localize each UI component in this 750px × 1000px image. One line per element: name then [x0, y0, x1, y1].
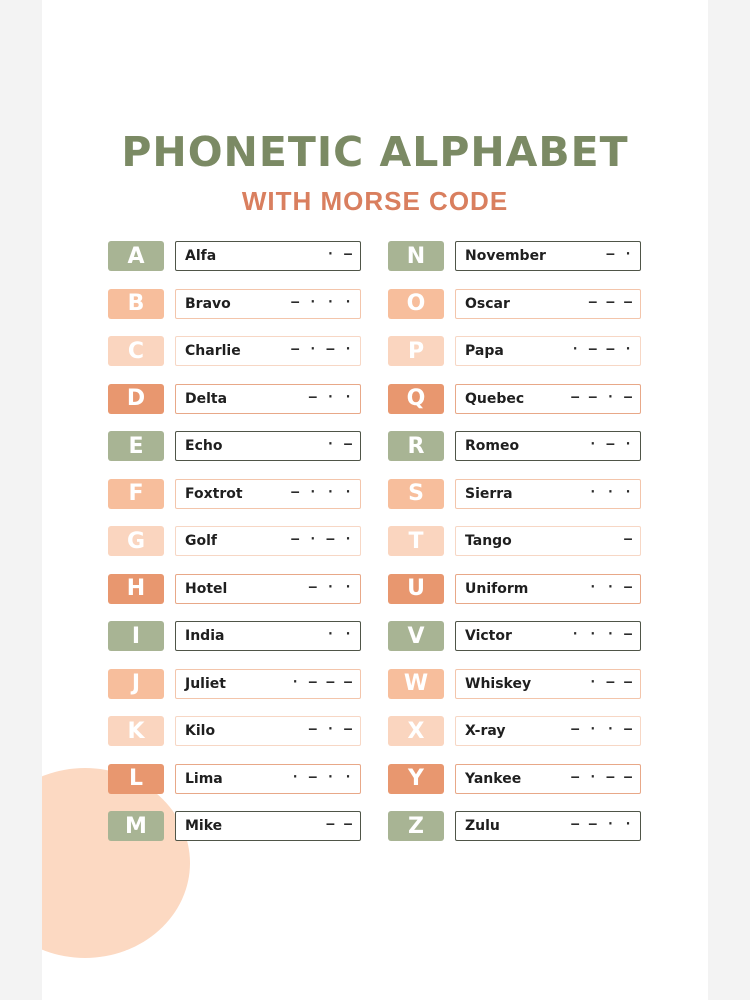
- letter-badge: K: [108, 716, 164, 746]
- alphabet-entry-k: [108, 715, 364, 763]
- morse-code: – – · –: [571, 389, 633, 405]
- morse-code: · – · ·: [291, 769, 353, 785]
- code-word: Oscar: [465, 295, 510, 312]
- word-box: [175, 526, 361, 556]
- word-box: [175, 479, 361, 509]
- letter-badge: P: [388, 336, 444, 366]
- morse-code: – · – –: [571, 769, 633, 785]
- morse-code: · – – ·: [571, 342, 633, 357]
- letter-badge: E: [108, 431, 164, 461]
- letter-badge: Z: [388, 811, 444, 841]
- letter-badge: X: [388, 716, 444, 746]
- alphabet-entry-o: [388, 288, 644, 336]
- word-box: [455, 241, 641, 271]
- alphabet-entry-l: [108, 763, 364, 811]
- letter-badge: Q: [388, 384, 444, 414]
- alphabet-entry-f: [108, 478, 364, 526]
- morse-code: – · ·: [308, 579, 353, 595]
- code-word: X-ray: [465, 723, 506, 739]
- letter-badge: H: [108, 574, 164, 604]
- poster: [42, 0, 708, 1000]
- morse-code: – – –: [588, 294, 633, 310]
- code-word: Papa: [465, 343, 504, 359]
- alphabet-entry-j: [108, 668, 364, 716]
- letter-badge: M: [108, 811, 164, 841]
- alphabet-entry-s: [388, 478, 644, 526]
- alphabet-entry-c: [108, 335, 364, 383]
- morse-code: –: [624, 532, 633, 547]
- morse-code: · · –: [588, 579, 633, 595]
- word-box: [455, 716, 641, 746]
- alphabet-entry-n: [388, 240, 644, 288]
- word-box: [455, 764, 641, 794]
- morse-code: – · · –: [571, 722, 633, 737]
- letter-badge: Y: [388, 764, 444, 794]
- code-word: November: [465, 248, 546, 264]
- code-word: Hotel: [185, 580, 228, 597]
- letter-badge: V: [388, 621, 444, 651]
- alphabet-entry-g: [108, 525, 364, 573]
- code-word: Kilo: [185, 723, 216, 739]
- morse-code: – ·: [606, 247, 633, 262]
- alphabet-entry-u: [388, 573, 644, 621]
- code-word: Zulu: [465, 818, 500, 834]
- word-box: [175, 621, 361, 651]
- word-box: [175, 289, 361, 319]
- page-title: PHONETIC ALPHABET: [121, 128, 629, 176]
- word-box: [455, 289, 641, 319]
- alphabet-entry-d: [108, 383, 364, 431]
- right-column: [388, 240, 644, 858]
- alphabet-entry-t: [388, 525, 644, 573]
- code-word: Whiskey: [465, 675, 532, 692]
- word-box: [455, 479, 641, 509]
- code-word: Lima: [185, 770, 223, 787]
- alphabet-entry-h: [108, 573, 364, 621]
- alphabet-entry-i: [108, 620, 364, 668]
- word-box: [175, 336, 361, 366]
- letter-badge: U: [388, 574, 444, 604]
- word-box: [175, 764, 361, 794]
- morse-code: – · ·: [308, 389, 353, 405]
- code-word: Mike: [185, 818, 223, 834]
- morse-code: – · – ·: [291, 532, 353, 547]
- alphabet-entry-e: [108, 430, 364, 478]
- code-word: Quebec: [465, 390, 525, 407]
- alphabet-entry-q: [388, 383, 644, 431]
- morse-code: · –: [326, 247, 353, 262]
- morse-code: – –: [326, 817, 353, 832]
- word-box: [455, 811, 641, 841]
- morse-code: · · ·: [588, 484, 633, 500]
- letter-badge: O: [388, 289, 444, 319]
- word-box: [455, 384, 641, 414]
- letter-badge: S: [388, 479, 444, 509]
- word-box: [175, 431, 361, 461]
- code-word: Alfa: [185, 248, 217, 264]
- morse-code: – – · ·: [571, 817, 633, 832]
- alphabet-entry-m: [108, 810, 364, 858]
- alphabet-entry-y: [388, 763, 644, 811]
- morse-code: – · · ·: [291, 484, 353, 500]
- morse-code: – · · ·: [291, 294, 353, 310]
- word-box: [455, 669, 641, 699]
- alphabet-entry-w: [388, 668, 644, 716]
- word-box: [455, 336, 641, 366]
- word-box: [455, 574, 641, 604]
- alphabet-entry-z: [388, 810, 644, 858]
- alphabet-entry-p: [388, 335, 644, 383]
- word-box: [455, 621, 641, 651]
- morse-code: · – – –: [291, 674, 353, 690]
- code-word: Bravo: [185, 295, 231, 312]
- code-word: Echo: [185, 438, 223, 454]
- letter-badge: R: [388, 431, 444, 461]
- morse-code: · · · –: [571, 627, 633, 642]
- alphabet-entry-a: [108, 240, 364, 288]
- word-box: [175, 669, 361, 699]
- word-box: [175, 384, 361, 414]
- letter-badge: F: [108, 479, 164, 509]
- letter-badge: I: [108, 621, 164, 651]
- alphabet-entry-x: [388, 715, 644, 763]
- word-box: [175, 574, 361, 604]
- word-box: [175, 811, 361, 841]
- code-word: Juliet: [185, 675, 226, 692]
- letter-badge: B: [108, 289, 164, 319]
- letter-badge: N: [388, 241, 444, 271]
- morse-code: · –: [326, 437, 353, 452]
- letter-badge: W: [388, 669, 444, 699]
- code-word: India: [185, 628, 225, 644]
- morse-code: · – ·: [588, 437, 633, 452]
- code-word: Sierra: [465, 485, 513, 502]
- morse-code: – · –: [308, 722, 353, 737]
- code-word: Uniform: [465, 580, 529, 597]
- letter-badge: C: [108, 336, 164, 366]
- morse-code: – · – ·: [291, 342, 353, 357]
- word-box: [175, 716, 361, 746]
- code-word: Victor: [465, 628, 512, 644]
- word-box: [175, 241, 361, 271]
- morse-code: · ·: [326, 627, 353, 642]
- code-word: Foxtrot: [185, 485, 243, 502]
- left-column: [108, 240, 364, 858]
- code-word: Yankee: [465, 770, 522, 787]
- letter-badge: L: [108, 764, 164, 794]
- letter-badge: A: [108, 241, 164, 271]
- code-word: Delta: [185, 390, 228, 407]
- letter-badge: D: [108, 384, 164, 414]
- code-word: Charlie: [185, 343, 241, 359]
- code-word: Tango: [465, 533, 512, 549]
- alphabet-entry-b: [108, 288, 364, 336]
- code-word: Golf: [185, 533, 217, 549]
- code-word: Romeo: [465, 438, 520, 454]
- letter-badge: G: [108, 526, 164, 556]
- alphabet-entry-r: [388, 430, 644, 478]
- word-box: [455, 431, 641, 461]
- page-subtitle: WITH MORSE CODE: [241, 186, 509, 216]
- letter-badge: T: [388, 526, 444, 556]
- letter-badge: J: [108, 669, 164, 699]
- word-box: [455, 526, 641, 556]
- morse-code: · – –: [588, 674, 633, 690]
- alphabet-entry-v: [388, 620, 644, 668]
